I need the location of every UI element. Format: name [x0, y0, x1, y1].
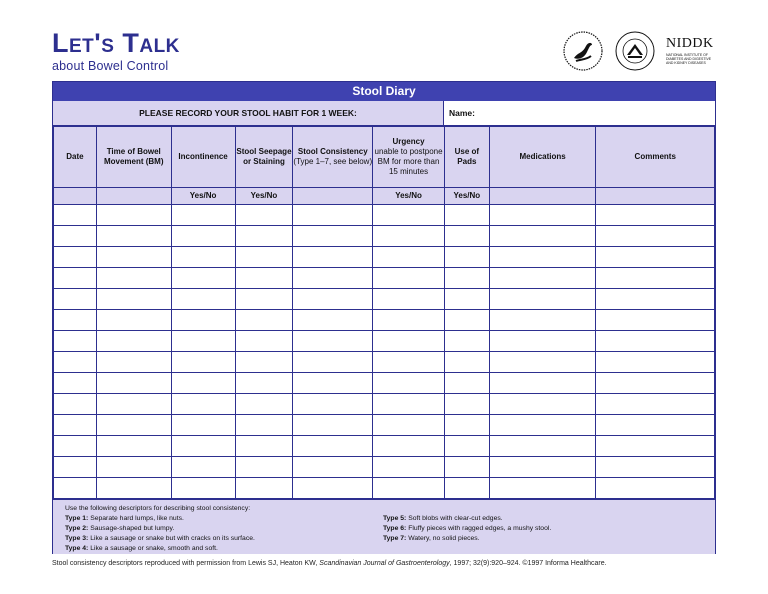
column-header-label: Incontinence — [178, 152, 228, 161]
entry-cell[interactable] — [373, 289, 445, 310]
legend-type-text: Separate hard lumps, like nuts. — [90, 515, 184, 522]
brand-title: Let's Talk — [52, 28, 180, 58]
entry-cell[interactable] — [489, 310, 596, 331]
entry-cell[interactable] — [54, 415, 97, 436]
entry-cell[interactable] — [235, 436, 293, 457]
entry-cell[interactable] — [444, 373, 489, 394]
legend-type-label: Type 3: — [65, 535, 89, 542]
entry-cell[interactable] — [293, 310, 373, 331]
entry-cell[interactable] — [444, 310, 489, 331]
agency-logos — [562, 28, 718, 74]
entry-cell[interactable] — [235, 394, 293, 415]
entry-cell[interactable] — [171, 415, 235, 436]
table-row — [54, 226, 715, 247]
legend-type-text: Sausage-shaped but lumpy. — [90, 525, 175, 532]
yes-no-row — [54, 188, 715, 205]
column-header — [54, 127, 97, 188]
legend-item — [65, 544, 255, 554]
entry-cell[interactable] — [596, 352, 715, 373]
entry-cell[interactable] — [235, 352, 293, 373]
entry-cell[interactable] — [444, 268, 489, 289]
entry-cell[interactable] — [373, 478, 445, 499]
legend-type-label: Type 2: — [65, 525, 89, 532]
entry-cell[interactable] — [489, 226, 596, 247]
entry-cell[interactable] — [171, 352, 235, 373]
entry-cell[interactable] — [54, 205, 97, 226]
entry-cell[interactable] — [489, 394, 596, 415]
column-header-label: Time of Bowel Movement (BM) — [103, 147, 164, 166]
table-row — [54, 436, 715, 457]
entry-cell[interactable] — [596, 331, 715, 352]
entry-cell[interactable] — [444, 331, 489, 352]
entry-cell[interactable] — [54, 394, 97, 415]
yes-no-cell: Yes/No — [235, 188, 293, 205]
entry-cell[interactable] — [235, 415, 293, 436]
record-instruction: PLEASE RECORD YOUR STOOL HABIT FOR 1 WEEK: — [53, 101, 444, 125]
column-header — [373, 127, 445, 188]
entry-cell[interactable] — [489, 205, 596, 226]
entry-cell[interactable] — [444, 205, 489, 226]
entry-cell[interactable] — [596, 226, 715, 247]
brand-logo — [52, 30, 180, 73]
column-header — [96, 127, 171, 188]
entry-cell[interactable] — [596, 457, 715, 478]
name-label: Name: — [449, 108, 475, 118]
entry-cell[interactable] — [235, 310, 293, 331]
column-header — [171, 127, 235, 188]
entry-cell[interactable] — [293, 352, 373, 373]
entry-cell[interactable] — [489, 457, 596, 478]
entry-cell[interactable] — [171, 373, 235, 394]
yes-no-cell — [54, 188, 97, 205]
name-field[interactable] — [444, 101, 715, 125]
table-row — [54, 352, 715, 373]
table-row — [54, 289, 715, 310]
column-header — [444, 127, 489, 188]
diary-table — [53, 126, 715, 499]
entry-cell[interactable] — [235, 289, 293, 310]
entry-cell[interactable] — [489, 415, 596, 436]
column-header — [293, 127, 373, 188]
entry-cell[interactable] — [96, 289, 171, 310]
legend-type-label: Type 4: — [65, 545, 89, 552]
niddk-full-name: NATIONAL INSTITUTE OF DIABETES AND DIGESTIVE AND KIDNEY DISEASES — [666, 53, 712, 65]
column-header-label: Use of Pads — [454, 147, 480, 166]
entry-cell[interactable] — [293, 289, 373, 310]
column-header — [596, 127, 715, 188]
footnote-text: Stool consistency descriptors reproduced with permission from Lewis SJ, Heaton KW, — [52, 560, 320, 567]
entry-cell[interactable] — [235, 268, 293, 289]
entry-cell[interactable] — [373, 205, 445, 226]
entry-cell[interactable] — [596, 373, 715, 394]
yes-no-cell: Yes/No — [171, 188, 235, 205]
yes-no-cell — [489, 188, 596, 205]
column-header-note: unable to postpone BM for more than 15 minutes — [374, 147, 443, 176]
niddk-wordmark: NIDDK — [666, 36, 714, 51]
table-row — [54, 310, 715, 331]
entry-cell[interactable] — [293, 394, 373, 415]
consistency-legend — [53, 499, 715, 554]
entry-cell[interactable] — [54, 478, 97, 499]
entry-cell[interactable] — [489, 436, 596, 457]
yes-no-cell — [96, 188, 171, 205]
entry-cell[interactable] — [293, 373, 373, 394]
entry-cell[interactable] — [293, 457, 373, 478]
legend-type-label: Type 6: — [383, 525, 407, 532]
table-row — [54, 373, 715, 394]
entry-cell[interactable] — [373, 415, 445, 436]
entry-cell[interactable] — [171, 226, 235, 247]
entry-cell[interactable] — [444, 457, 489, 478]
entry-cell[interactable] — [96, 268, 171, 289]
entry-cell[interactable] — [96, 457, 171, 478]
niddk-logo — [666, 37, 718, 65]
column-header-label: Medications — [519, 152, 566, 161]
table-row — [54, 415, 715, 436]
entry-cell[interactable] — [596, 289, 715, 310]
entry-cell[interactable] — [96, 352, 171, 373]
table-row — [54, 268, 715, 289]
entry-cell[interactable] — [293, 478, 373, 499]
yes-no-cell — [293, 188, 373, 205]
entry-cell[interactable] — [54, 373, 97, 394]
entry-cell[interactable] — [489, 478, 596, 499]
entry-cell[interactable] — [444, 226, 489, 247]
diary-title: Stool Diary — [53, 82, 715, 101]
nih-seal-icon — [614, 30, 656, 72]
entry-cell[interactable] — [54, 436, 97, 457]
legend-type-text: Soft blobs with clear-cut edges. — [408, 515, 503, 522]
entry-cell[interactable] — [444, 352, 489, 373]
entry-cell[interactable] — [54, 289, 97, 310]
legend-type-text: Like a sausage or snake but with cracks on its surface. — [90, 535, 255, 542]
entry-cell[interactable] — [96, 394, 171, 415]
column-header-label: Comments — [634, 152, 676, 161]
entry-cell[interactable] — [489, 352, 596, 373]
entry-cell[interactable] — [293, 205, 373, 226]
entry-cell[interactable] — [293, 268, 373, 289]
entry-cell[interactable] — [373, 352, 445, 373]
entry-cell[interactable] — [444, 415, 489, 436]
entry-cell[interactable] — [373, 331, 445, 352]
column-header — [489, 127, 596, 188]
legend-item — [65, 524, 255, 534]
entry-cell[interactable] — [293, 436, 373, 457]
entry-cell[interactable] — [171, 457, 235, 478]
entry-cell[interactable] — [171, 394, 235, 415]
entry-cell[interactable] — [96, 478, 171, 499]
entry-cell[interactable] — [596, 394, 715, 415]
table-row — [54, 247, 715, 268]
legend-type-text: Fluffy pieces with ragged edges, a mushy stool. — [408, 525, 552, 532]
entry-cell[interactable] — [596, 436, 715, 457]
entry-cell[interactable] — [96, 436, 171, 457]
entry-cell[interactable] — [171, 268, 235, 289]
legend-types-5-7 — [383, 514, 551, 544]
entry-cell[interactable] — [373, 268, 445, 289]
entry-cell[interactable] — [489, 268, 596, 289]
entry-cell[interactable] — [373, 226, 445, 247]
entry-cell[interactable] — [444, 436, 489, 457]
entry-cell[interactable] — [171, 205, 235, 226]
footnote-tail: , 1997; 32(9):920–924. ©1997 Informa Healthcare. — [449, 560, 607, 567]
column-header-label: Urgency — [392, 137, 425, 146]
legend-item — [383, 514, 551, 524]
entry-cell[interactable] — [96, 226, 171, 247]
entry-cell[interactable] — [235, 247, 293, 268]
entry-cell[interactable] — [373, 394, 445, 415]
stool-diary-form — [52, 81, 716, 554]
table-row — [54, 478, 715, 499]
hhs-seal-icon — [562, 30, 604, 72]
legend-type-label: Type 5: — [383, 515, 407, 522]
entry-cell[interactable] — [489, 373, 596, 394]
record-bar — [53, 101, 715, 126]
entry-cell[interactable] — [373, 310, 445, 331]
column-header-label: Stool Consistency — [297, 147, 368, 156]
entry-cell[interactable] — [171, 310, 235, 331]
entry-cell[interactable] — [373, 457, 445, 478]
entry-cell[interactable] — [54, 331, 97, 352]
entry-cell[interactable] — [235, 331, 293, 352]
legend-type-label: Type 7: — [383, 535, 407, 542]
entry-cell[interactable] — [171, 289, 235, 310]
entry-cell[interactable] — [96, 205, 171, 226]
entry-cell[interactable] — [171, 247, 235, 268]
entry-cell[interactable] — [54, 268, 97, 289]
legend-item — [65, 514, 255, 524]
column-header-label: Date — [66, 152, 84, 161]
yes-no-cell: Yes/No — [444, 188, 489, 205]
entry-cell[interactable] — [235, 373, 293, 394]
legend-item — [65, 534, 255, 544]
entry-cell[interactable] — [96, 310, 171, 331]
entry-cell[interactable] — [54, 247, 97, 268]
entry-cell[interactable] — [444, 478, 489, 499]
column-header-label: Stool Seepage or Staining — [236, 147, 292, 166]
entry-cell[interactable] — [96, 247, 171, 268]
entry-cell[interactable] — [444, 247, 489, 268]
column-header — [235, 127, 293, 188]
entry-cell[interactable] — [444, 289, 489, 310]
entry-cell[interactable] — [96, 373, 171, 394]
table-row — [54, 331, 715, 352]
entry-cell[interactable] — [293, 415, 373, 436]
entry-cell[interactable] — [54, 226, 97, 247]
legend-types-1-4 — [65, 514, 255, 554]
entry-cell[interactable] — [596, 415, 715, 436]
table-row — [54, 205, 715, 226]
entry-cell[interactable] — [96, 331, 171, 352]
entry-cell[interactable] — [54, 310, 97, 331]
column-header-row — [54, 127, 715, 188]
citation-footnote — [52, 560, 607, 567]
entry-cell[interactable] — [596, 247, 715, 268]
legend-item — [383, 534, 551, 544]
entry-cell[interactable] — [171, 478, 235, 499]
entry-cell[interactable] — [293, 331, 373, 352]
entry-cell[interactable] — [171, 436, 235, 457]
yes-no-cell: Yes/No — [373, 188, 445, 205]
entry-cell[interactable] — [596, 310, 715, 331]
legend-type-text: Watery, no solid pieces. — [408, 535, 480, 542]
legend-type-label: Type 1: — [65, 515, 89, 522]
entry-cell[interactable] — [489, 289, 596, 310]
footnote-journal: Scandinavian Journal of Gastroenterology — [319, 560, 450, 567]
entry-cell[interactable] — [373, 373, 445, 394]
entry-cell[interactable] — [489, 331, 596, 352]
entry-cell[interactable] — [171, 331, 235, 352]
entry-cell[interactable] — [596, 205, 715, 226]
entry-cell[interactable] — [373, 247, 445, 268]
table-row — [54, 394, 715, 415]
entry-cell[interactable] — [235, 205, 293, 226]
entry-cell[interactable] — [444, 394, 489, 415]
entry-cell[interactable] — [54, 457, 97, 478]
table-row — [54, 457, 715, 478]
entry-cell[interactable] — [293, 247, 373, 268]
column-header-note: (Type 1–7, see below) — [293, 157, 373, 166]
diary-entries — [54, 205, 715, 499]
legend-intro: Use the following descriptors for describing stool consistency: — [65, 505, 251, 512]
entry-cell[interactable] — [54, 352, 97, 373]
entry-cell[interactable] — [235, 457, 293, 478]
entry-cell[interactable] — [596, 268, 715, 289]
entry-cell[interactable] — [293, 226, 373, 247]
entry-cell[interactable] — [489, 247, 596, 268]
entry-cell[interactable] — [373, 436, 445, 457]
entry-cell[interactable] — [96, 415, 171, 436]
entry-cell[interactable] — [596, 478, 715, 499]
brand-subtitle: about Bowel Control — [52, 59, 169, 73]
legend-item — [383, 524, 551, 534]
entry-cell[interactable] — [235, 478, 293, 499]
entry-cell[interactable] — [235, 226, 293, 247]
legend-type-text: Like a sausage or snake, smooth and soft. — [90, 545, 218, 552]
yes-no-cell — [596, 188, 715, 205]
